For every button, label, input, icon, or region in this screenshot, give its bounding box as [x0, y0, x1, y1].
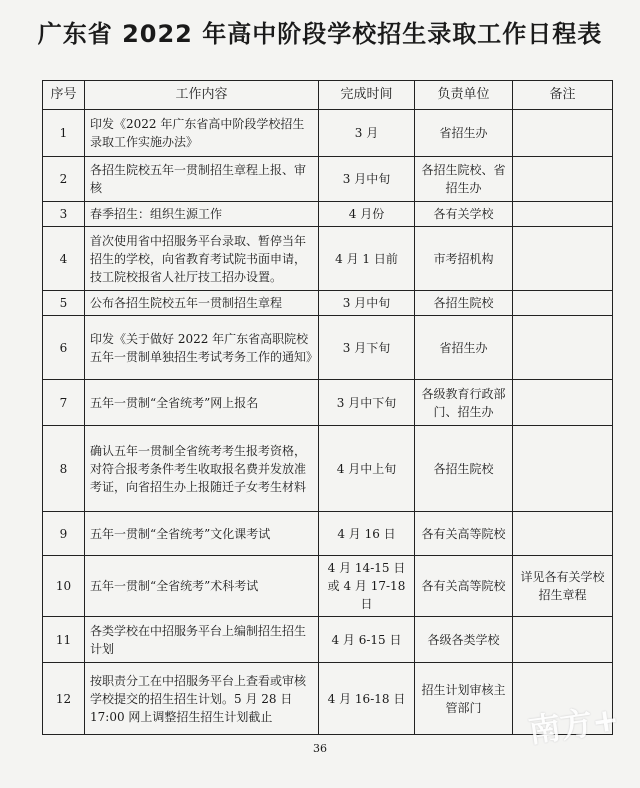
responsible-unit: 各有关高等院校: [415, 556, 513, 617]
column-header-no: 序号: [43, 81, 85, 110]
completion-time: 4 月 1 日前: [319, 227, 415, 291]
table-row: [43, 617, 613, 663]
work-content: 按职责分工在中招服务平台上查看或审核学校提交的招生招生计划。5 月 28 日 17:00 网上调整招生招生计划截止: [85, 663, 319, 735]
row-number: 10: [43, 556, 85, 617]
completion-time: 4 月 16 日: [319, 512, 415, 556]
row-number: 5: [43, 291, 85, 316]
completion-time: 3 月: [319, 110, 415, 157]
column-header-work: 工作内容: [85, 81, 319, 110]
work-content: 春季招生：组织生源工作: [85, 202, 319, 227]
table-row: [43, 426, 613, 512]
work-content: 确认五年一贯制全省统考考生报考资格，对符合报考条件考生收取报名费并发放准考证，向省招生办上报随迁子女考生材料: [85, 426, 319, 512]
work-content: 各招生院校五年一贯制招生章程上报、审核: [85, 157, 319, 202]
table-header-row: [43, 81, 613, 110]
row-number: 8: [43, 426, 85, 512]
table-row: [43, 157, 613, 202]
remark: 详见各有关学校招生章程: [513, 556, 613, 617]
responsible-unit: 各招生院校、省招生办: [415, 157, 513, 202]
table-row: [43, 227, 613, 291]
responsible-unit: 省招生办: [415, 316, 513, 380]
work-content: 印发《2022 年广东省高中阶段学校招生录取工作实施办法》: [85, 110, 319, 157]
completion-time: 4 月 14-15 日或 4 月 17-18 日: [319, 556, 415, 617]
responsible-unit: 各级教育行政部门、招生办: [415, 380, 513, 426]
work-content: 印发《关于做好 2022 年广东省高职院校五年一贯制单独招生考试考务工作的通知》: [85, 316, 319, 380]
completion-time: 4 月 16-18 日: [319, 663, 415, 735]
remark: [513, 426, 613, 512]
row-number: 3: [43, 202, 85, 227]
responsible-unit: 招生计划审核主管部门: [415, 663, 513, 735]
column-header-unit: 负责单位: [415, 81, 513, 110]
remark: [513, 110, 613, 157]
page-title: 广东省 2022 年高中阶段学校招生录取工作日程表: [37, 20, 603, 48]
remark: [513, 227, 613, 291]
table-row: [43, 291, 613, 316]
responsible-unit: 市考招机构: [415, 227, 513, 291]
completion-time: 3 月下旬: [319, 316, 415, 380]
column-header-note: 备注: [513, 81, 613, 110]
row-number: 11: [43, 617, 85, 663]
row-number: 2: [43, 157, 85, 202]
work-content: 五年一贯制“全省统考”网上报名: [85, 380, 319, 426]
responsible-unit: 各级各类学校: [415, 617, 513, 663]
schedule-table: [42, 80, 613, 735]
table-row: [43, 110, 613, 157]
completion-time: 3 月中旬: [319, 157, 415, 202]
row-number: 1: [43, 110, 85, 157]
completion-time: 4 月中上旬: [319, 426, 415, 512]
responsible-unit: 各有关学校: [415, 202, 513, 227]
remark: [513, 291, 613, 316]
table-row: [43, 202, 613, 227]
remark: [513, 157, 613, 202]
responsible-unit: 各有关高等院校: [415, 512, 513, 556]
watermark-logo: 南方+: [526, 699, 622, 751]
row-number: 12: [43, 663, 85, 735]
responsible-unit: 省招生办: [415, 110, 513, 157]
table-row: [43, 556, 613, 617]
row-number: 7: [43, 380, 85, 426]
completion-time: 3 月中下旬: [319, 380, 415, 426]
completion-time: 4 月 6-15 日: [319, 617, 415, 663]
column-header-time: 完成时间: [319, 81, 415, 110]
completion-time: 3 月中旬: [319, 291, 415, 316]
table-row: [43, 316, 613, 380]
responsible-unit: 各招生院校: [415, 426, 513, 512]
remark: [513, 380, 613, 426]
remark: [513, 202, 613, 227]
table-row: [43, 512, 613, 556]
page-number: 36: [313, 742, 327, 755]
table-row: [43, 380, 613, 426]
remark: [513, 316, 613, 380]
work-content: 各类学校在中招服务平台上编制招生招生计划: [85, 617, 319, 663]
work-content: 公布各招生院校五年一贯制招生章程: [85, 291, 319, 316]
remark: [513, 512, 613, 556]
work-content: 首次使用省中招服务平台录取、暂停当年招生的学校，向省教育考试院书面申请，技工院校报省人社厅技工招办设置。: [85, 227, 319, 291]
row-number: 4: [43, 227, 85, 291]
row-number: 9: [43, 512, 85, 556]
work-content: 五年一贯制“全省统考”术科考试: [85, 556, 319, 617]
remark: [513, 617, 613, 663]
responsible-unit: 各招生院校: [415, 291, 513, 316]
work-content: 五年一贯制“全省统考”文化课考试: [85, 512, 319, 556]
completion-time: 4 月份: [319, 202, 415, 227]
row-number: 6: [43, 316, 85, 380]
